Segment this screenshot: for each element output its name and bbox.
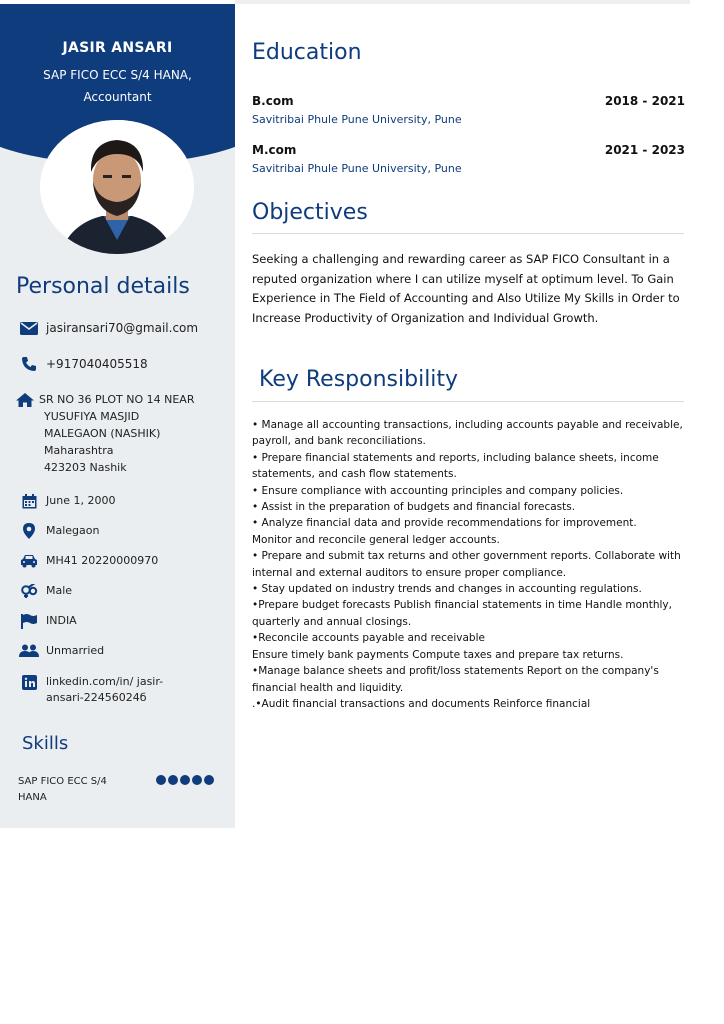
phone-icon (18, 356, 40, 372)
responsibility-list (252, 417, 686, 712)
address-line-5: 423203 Nashik (44, 461, 127, 474)
profile-title-line2: Accountant (83, 90, 152, 104)
responsibility-item: • Assist in the preparation of budgets and financial forecasts. (252, 501, 576, 514)
years-2: 2021 - 2023 (604, 143, 685, 157)
license-row (18, 553, 158, 569)
skill-name: SAP FICO ECC S/4 HANA (18, 776, 107, 803)
calendar-icon (18, 493, 40, 509)
sidebar (0, 4, 235, 828)
responsibility-item: • Prepare financial statements and reports, including balance sheets, income statements, and cash flow statements. (252, 451, 659, 481)
responsibility-item: • Ensure compliance with accounting principles and company policies. (252, 484, 624, 497)
profile-name: JASIR ANSARI (62, 40, 173, 56)
dob-row (18, 493, 115, 509)
skill-dot (204, 775, 214, 785)
address-text (39, 392, 194, 476)
responsibility-item: •Prepare budget forecasts Publish financial statements in time Handle monthly, quarterly and annual closings. (252, 599, 672, 628)
portrait-photo (40, 120, 194, 254)
linkedin-line-2: ansari-22456024б (46, 691, 147, 704)
degree-2: M.com (252, 143, 297, 157)
place-text: Malegaon (46, 524, 100, 537)
place-row (18, 523, 99, 539)
linkedin-text[interactable] (46, 674, 163, 706)
skill-dot (156, 775, 166, 785)
country-text: INDIA (46, 614, 77, 627)
users-icon (18, 643, 40, 659)
responsibility-item: • Manage all accounting transactions, including accounts payable and receivable, payroll, and bank reconciliations. (252, 419, 683, 448)
skills-heading: Skills (22, 733, 69, 754)
education-heading: Education (252, 40, 362, 65)
university-2: Savitribai Phule Pune University, Pune (252, 162, 462, 175)
gender-row (18, 583, 72, 599)
years-1: 2018 - 2021 (604, 94, 685, 108)
responsibility-item: Ensure timely bank payments Compute taxes and prepare tax returns. (252, 648, 624, 661)
linkedin-icon (18, 674, 40, 690)
gender-text: Male (46, 584, 73, 597)
license-text: MH41 20220000970 (46, 554, 159, 567)
objectives-text: Seeking a challenging and rewarding career as SAP FICO Consultant in a reputed organization where I can utilize myself at optimum level. To Gain Experience in The Field of Accounting and Also Utilize My Skills in Order to Increase Productivity of Organization and Individual Growth. (252, 252, 680, 325)
phone-text[interactable]: +917040405518 (46, 357, 148, 371)
address-row (14, 392, 194, 476)
top-divider (235, 0, 690, 4)
car-icon (18, 553, 40, 569)
degree-1: B.com (252, 94, 294, 108)
responsibility-item: • Analyze financial data and provide recommendations for improvement. (252, 517, 637, 530)
linkedin-row (18, 674, 163, 706)
email-row (18, 320, 198, 336)
address-line-1: SR NO 36 PLOT NO 14 NEAR (39, 393, 195, 406)
gender-icon (18, 583, 40, 599)
objectives-heading: Objectives (252, 200, 368, 225)
responsibility-item: Monitor and reconcile general ledger accounts. (252, 533, 500, 546)
skill-dot (180, 775, 190, 785)
responsibility-item: • Prepare and submit tax returns and other government reports. Collaborate with internal and external auditors to ensure proper compliance. (252, 550, 681, 579)
skill-level-dots (156, 775, 216, 785)
responsibility-item: .•Audit financial transactions and documents Reinforce financial (252, 697, 591, 710)
home-icon (14, 392, 36, 408)
country-row (18, 613, 77, 629)
responsibility-item: •Reconcile accounts payable and receivable (252, 632, 485, 645)
address-line-2: YUSUFIYA MASJID (44, 410, 140, 423)
responsibility-item: • Stay updated on industry trends and changes in accounting regulations. (252, 583, 642, 596)
university-1: Savitribai Phule Pune University, Pune (252, 113, 462, 126)
responsibility-item: •Manage balance sheets and profit/loss statements Report on the company's financial health and liquidity. (252, 665, 659, 694)
flag-icon (18, 613, 40, 629)
skill-dot (192, 775, 202, 785)
email-text[interactable]: jasiransari70@gmail.com (46, 321, 199, 335)
personal-details-heading: Personal details (16, 274, 190, 299)
linkedin-line-1: linkedin.com/in/ jasir- (46, 675, 164, 688)
location-pin-icon (18, 523, 40, 539)
key-responsibility-heading: Key Responsibility (259, 367, 459, 392)
profile-title: SAP FICO ECC S/4 HANA, (43, 68, 192, 82)
dob-text: June 1, 2000 (46, 494, 116, 507)
objectives-divider (252, 233, 684, 234)
avatar (40, 120, 194, 254)
marital-text: Unmarried (46, 644, 105, 657)
phone-row (18, 356, 148, 372)
address-line-4: Maharashtra (44, 444, 114, 457)
responsibility-divider (252, 401, 684, 402)
skill-dot (168, 775, 178, 785)
marital-row (18, 643, 104, 659)
envelope-icon (18, 320, 40, 336)
address-line-3: MALEGAON (NASHIK) (44, 427, 161, 440)
